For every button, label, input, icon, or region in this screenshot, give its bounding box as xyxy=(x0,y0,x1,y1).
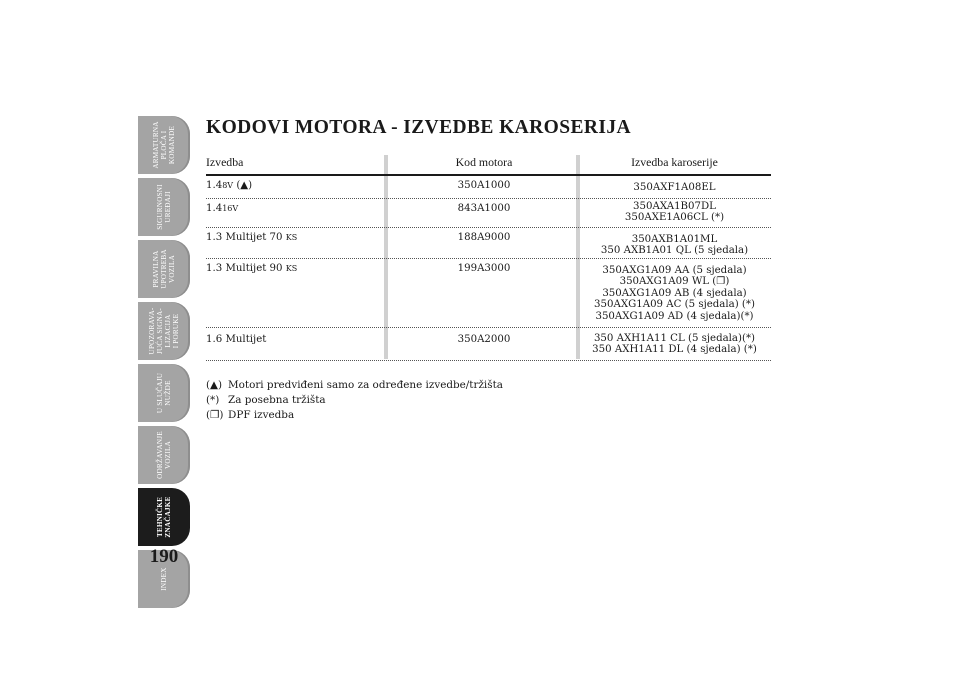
tab-tehnicke-znacajke[interactable]: TEHNIČKE ZNAČAJKE xyxy=(138,488,190,546)
table-row xyxy=(206,228,771,259)
table-row xyxy=(206,328,771,361)
header-izvedba-karoserije: Izvedba karoserije xyxy=(631,155,718,169)
cell-kod-motora: 843A1000 xyxy=(457,203,511,214)
cell-izvedba: 1.416V xyxy=(206,203,239,214)
footnote: (▲) Motori predviđeni samo za određene izvedbe/tržišta xyxy=(206,379,503,391)
tab-index[interactable]: INDEX xyxy=(138,550,190,608)
footnote: (*) Za posebna tržišta xyxy=(206,394,326,406)
cell-izvedba: 1.3 Multijet 70 KS xyxy=(206,232,298,243)
cell-izvedba: 1.48V (▲) xyxy=(206,180,253,191)
tab-armaturna-ploca[interactable]: ARMATURNA PLOČA I KOMANDE xyxy=(138,116,190,174)
cell-karoserija: 350AXA1B07DL 350AXE1A06CL (*) xyxy=(624,201,725,224)
cell-kod-motora: 199A3000 xyxy=(457,263,511,274)
cell-kod-motora: 350A1000 xyxy=(457,180,511,191)
footnote: (❐) DPF izvedba xyxy=(206,409,295,421)
tab-odrzavanje-vozila[interactable]: ODRŽAVANJE VOZILA xyxy=(138,426,190,484)
page-number: 190 xyxy=(149,546,179,567)
header-kod-motora: Kod motora xyxy=(455,155,513,169)
footnotes xyxy=(206,378,503,423)
cell-izvedba: 1.6 Multijet xyxy=(206,334,267,345)
cell-izvedba: 1.3 Multijet 90 KS xyxy=(206,263,298,274)
cell-karoserija: 350AXF1A08EL xyxy=(633,182,716,193)
cell-karoserija: 350AXB1A01ML 350 AXB1A01 QL (5 sjedala) xyxy=(600,234,749,257)
table-row xyxy=(206,176,771,199)
header-izvedba: Izvedba xyxy=(206,155,244,169)
page-title: KODOVI MOTORA - IZVEDBE KAROSERIJA xyxy=(206,117,631,138)
engine-codes-table xyxy=(206,150,771,361)
cell-karoserija: 350AXG1A09 AA (5 sjedala) 350AXG1A09 WL (❐) 350AXG1A09 AB (4 sjedala) 350AXG1A09 AC (5 sjedala) (*) 350AXG1A09 AD (4 sjedala)(*) xyxy=(594,265,755,322)
cell-kod-motora: 350A2000 xyxy=(457,334,511,345)
cell-kod-motora: 188A9000 xyxy=(457,232,511,243)
table-row xyxy=(206,259,771,328)
cell-karoserija: 350 AXH1A11 CL (5 sjedala)(*) 350 AXH1A11 DL (4 sjedala) (*) xyxy=(592,333,757,356)
table-header xyxy=(206,150,771,176)
tab-sigurnosni-uredaji[interactable]: SIGURNOSNI UREĐAJI xyxy=(138,178,190,236)
tab-u-slucaju-nuzde[interactable]: U SLUČAJU NUŽDE xyxy=(138,364,190,422)
table-row xyxy=(206,199,771,228)
tab-pravilna-upotreba[interactable]: PRAVILNA UPOTREBA VOZILA xyxy=(138,240,190,298)
tab-upozoravajuca-signalizacija[interactable]: UPOZORAVA- JUĆA SIGNA- LIZACIJA I PORUKE xyxy=(138,302,190,360)
